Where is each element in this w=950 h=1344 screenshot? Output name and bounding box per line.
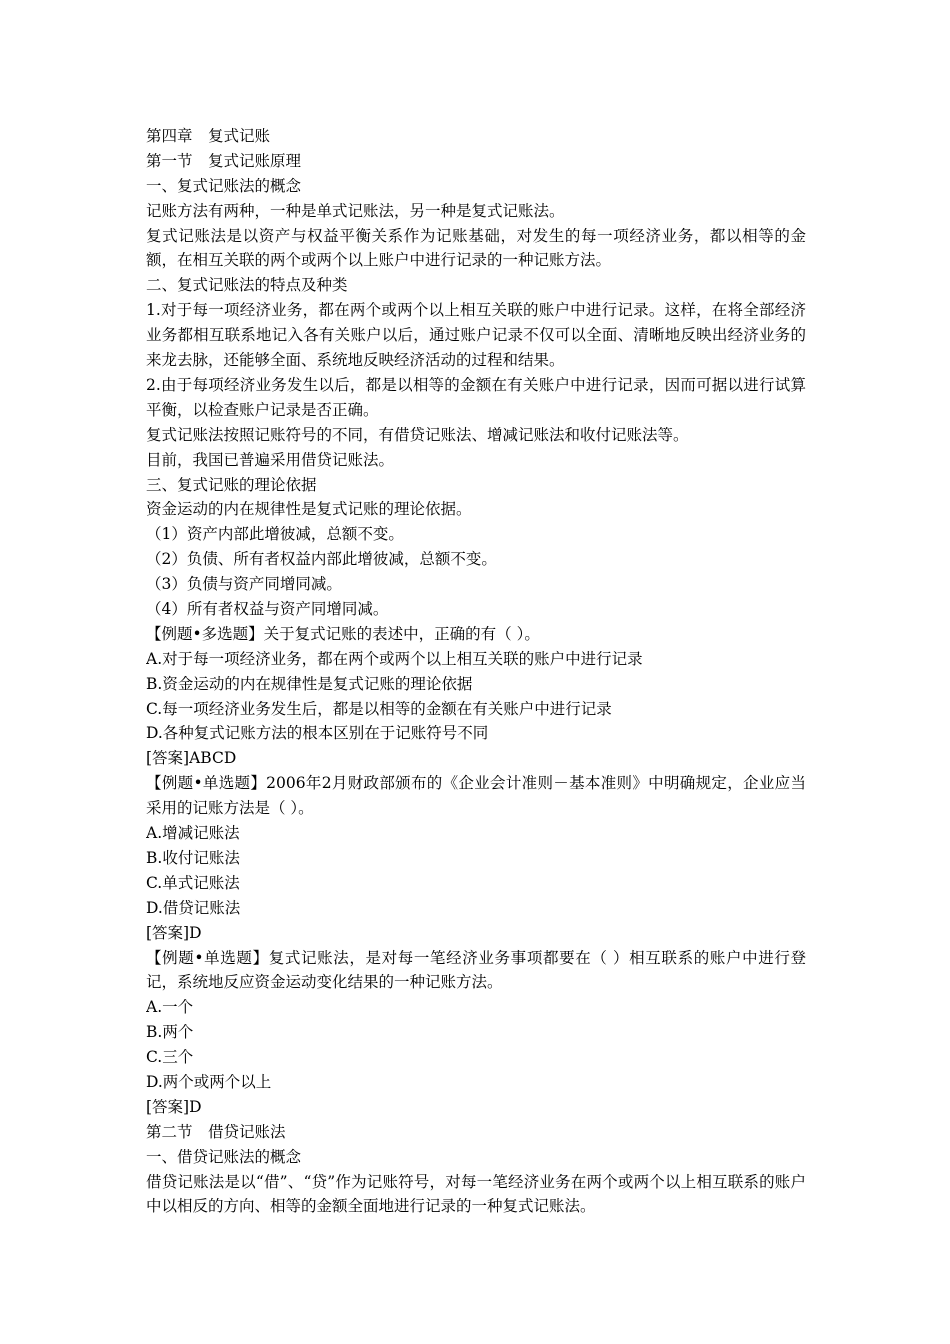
body-text: 复式记账法按照记账符号的不同，有借贷记账法、增减记账法和收付记账法等。 bbox=[146, 425, 689, 444]
answer-option: B.资金运动的内在规律性是复式记账的理论依据 bbox=[146, 674, 473, 693]
answer-option: C.每一项经济业务发生后，都是以相等的金额在有关账户中进行记录 bbox=[146, 699, 612, 718]
subsection-heading: 一、借贷记账法的概念 bbox=[146, 1147, 302, 1166]
answer-key: [答案]D bbox=[146, 923, 202, 942]
answer-option: B.收付记账法 bbox=[146, 848, 240, 867]
chapter-title: 第四章 复式记账 bbox=[146, 127, 271, 145]
answer-key: [答案]D bbox=[146, 1097, 202, 1116]
list-item: （3）负债与资产同增同减。 bbox=[146, 575, 342, 594]
answer-option: C.三个 bbox=[146, 1048, 194, 1067]
answer-option: D.两个或两个以上 bbox=[146, 1073, 272, 1092]
subsection-heading: 一、复式记账法的概念 bbox=[146, 176, 302, 195]
list-item: （4）所有者权益与资产同增同减。 bbox=[146, 600, 389, 619]
list-item: （1）资产内部此增彼减，总额不变。 bbox=[146, 525, 404, 544]
body-paragraph: 2.由于每项经济业务发生以后，都是以相等的金额在有关账户中进行记录，因而可据以进行试算平衡，以检查账户记录是否正确。 bbox=[146, 375, 806, 419]
answer-option: D.各种复式记账方法的根本区别在于记账符号不同 bbox=[146, 724, 489, 743]
example-question: 【例题•多选题】关于复式记账的表述中，正确的有（ ）。 bbox=[146, 624, 540, 643]
example-question: 【例题•单选题】复式记账法，是对每一笔经济业务事项都要在（ ）相互联系的账户中进行登记，系统地反应资金运动变化结果的一种记账方法。 bbox=[146, 948, 806, 992]
section-title: 第二节 借贷记账法 bbox=[146, 1122, 286, 1141]
body-paragraph: 1.对于每一项经济业务，都在两个或两个以上相互关联的账户中进行记录。这样，在将全部经济业务都相互联系地记入各有关账户以后，通过账户记录不仅可以全面、清晰地反映出经济业务的来龙去脉，还能够全面、系统地反映经济活动的过程和结果。 bbox=[146, 301, 806, 370]
body-text: 资金运动的内在规律性是复式记账的理论依据。 bbox=[146, 500, 472, 519]
body-paragraph: 借贷记账法是以“借”、“贷”作为记账符号，对每一笔经济业务在两个或两个以上相互联系的账户中以相反的方向、相等的金额全面地进行记录的一种复式记账法。 bbox=[146, 1172, 806, 1216]
body-text: 目前，我国已普遍采用借贷记账法。 bbox=[146, 450, 395, 469]
body-text: 记账方法有两种，一种是单式记账法，另一种是复式记账法。 bbox=[146, 201, 565, 220]
answer-option: A.对于每一项经济业务，都在两个或两个以上相互关联的账户中进行记录 bbox=[146, 649, 643, 668]
section-title: 第一节 复式记账原理 bbox=[146, 151, 302, 170]
answer-option: C.单式记账法 bbox=[146, 873, 240, 892]
answer-key: [答案]ABCD bbox=[146, 749, 237, 768]
answer-option: D.借贷记账法 bbox=[146, 898, 241, 917]
document-page bbox=[146, 124, 806, 1219]
list-item: （2）负债、所有者权益内部此增彼减，总额不变。 bbox=[146, 550, 497, 569]
answer-option: B.两个 bbox=[146, 1023, 194, 1042]
example-question: 【例题•单选题】2006年2月财政部颁布的《企业会计准则－基本准则》中明确规定，企业应当采用的记账方法是（ ）。 bbox=[146, 774, 806, 818]
subsection-heading: 三、复式记账的理论依据 bbox=[146, 475, 317, 494]
answer-option: A.增减记账法 bbox=[146, 824, 240, 843]
body-paragraph: 复式记账法是以资产与权益平衡关系作为记账基础，对发生的每一项经济业务，都以相等的金额，在相互关联的两个或两个以上账户中进行记录的一种记账方法。 bbox=[146, 226, 806, 270]
subsection-heading: 二、复式记账法的特点及种类 bbox=[146, 276, 348, 295]
answer-option: A.一个 bbox=[146, 998, 194, 1017]
